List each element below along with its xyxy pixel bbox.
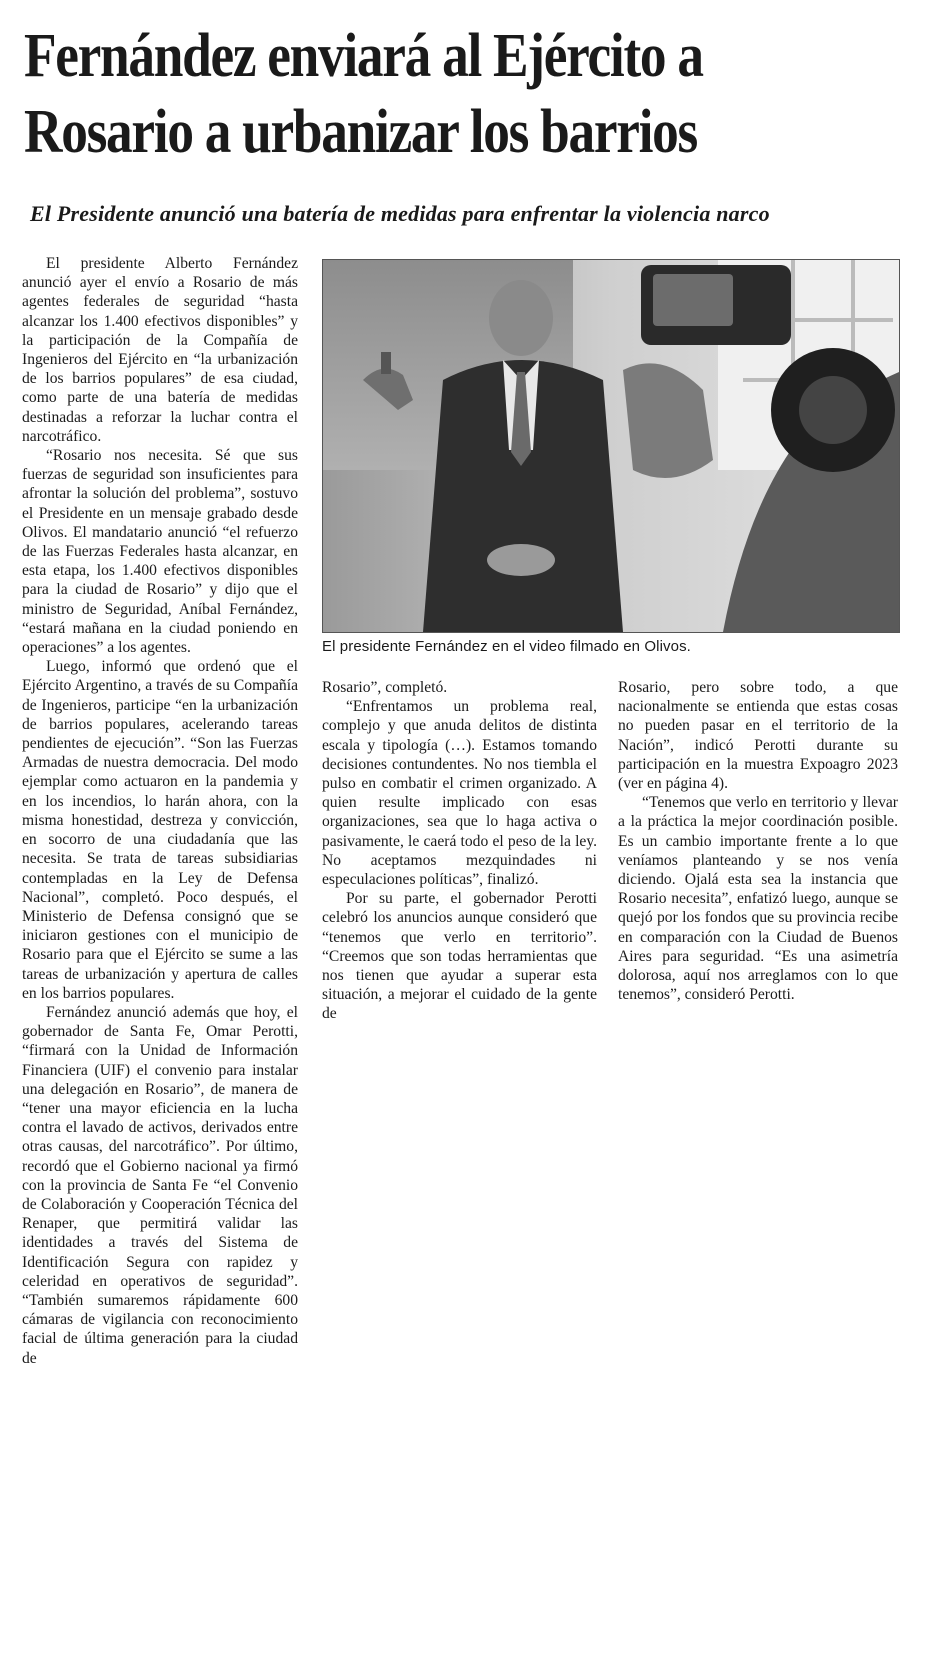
person-head bbox=[489, 280, 553, 356]
headline-line-2: Rosario a urbanizar los barrios bbox=[24, 98, 697, 166]
paragraph: Luego, informó que ordenó que el Ejército Argentino, a través de su Compañía de Ingenieros, participe “en la urbanización de barrios populares, acelerando tareas pendientes de ejecución”. “Son las Fuerzas Armadas de nuestra democracia. Del modo ejemplar como actuaron en la pandemia y en los incendios, lo harán ahora, con la misma honestidad, destreza y convicción, en socorro de una ciudadanía que las necesita. Se trata de tareas subsidiarias contempladas en la Ley de Defensa Nacional”, completó. Poco después, el Ministerio de Defensa consignó que se iniciaron gestiones con el municipio de Rosario para que el Ejército se sume a las tareas de urbanización y apertura de calles en los barrios populares. bbox=[22, 658, 298, 1002]
subheadline: El Presidente anunció una batería de medidas para enfrentar la violencia narco bbox=[30, 201, 770, 226]
article-column-1 bbox=[22, 254, 298, 1368]
paragraph: Fernández anunció además que hoy, el gobernador de Santa Fe, Omar Perotti, “firmará con la Unidad de Información Financiera (UIF) el convenio para instalar una delegación en Rosario”, de manera de “tener una mayor eficiencia en la lucha contra el lavado de activos, derivados entre otras causas, del narcotráfico”. Por último, recordó que el Gobierno nacional ya firmó con la provincia de Santa Fe “el Convenio de Colaboración y Cooperación Técnica del Renaper, que permitirá validar las identidades a través del Sistema de Identificación Segura con rapidez y celeridad en operativos de seguridad”. “También sumaremos rápidamente 600 cámaras de vigilancia con reconocimiento facial de última generación para la ciudad de bbox=[22, 1003, 298, 1367]
paragraph: Por su parte, el gobernador Perotti celebró los anuncios aunque consideró que “tenemos que verlo en territorio”. “Creemos que son todas herramientas que nos tienen que ayudar a superar esta situación, a mejorar el cuidado de la gente de bbox=[322, 890, 597, 1023]
article-column-2 bbox=[322, 678, 597, 1024]
paragraph: “Rosario nos necesita. Sé que sus fuerzas de seguridad son insuficientes para afrontar la solución del problema”, sostuvo el Presidente en un mensaje grabado desde Olivos. El mandatario anunció “el refuerzo de las Fuerzas Federales hasta alcanzar, en esta etapa, los 1.400 efectivos disponibles para la ciudad de Rosario” y dijo que el ministro de Seguridad, Aníbal Fernández, “estará mañana en la ciudad poniendo en operaciones” a los agentes. bbox=[22, 447, 298, 657]
paragraph: “Tenemos que verlo en territorio y llevar a la práctica la mejor coordinación posible. Es un cambio importante frente a lo que veníamos planteando y se nos venía diciendo. Ojalá esta sea la instancia que Rosario necesita”, enfatizó luego, aunque se quejó por los fondos que su provincia recibe en comparación con la Ciudad de Buenos Aires para seguridad. “Es una asimetría dolorosa, aquí nos arreglamos con lo que tenemos”, consideró Perotti. bbox=[618, 794, 898, 1004]
paragraph: “Enfrentamos un problema real, complejo y que anuda delitos de distinta escala y tipología (…). Estamos tomando decisiones contundentes. No nos tiembla el pulso en combatir el crimen organizado. A quien resulte implicado con esas organizaciones, sea que lo haga activa o pasivamente, le caerá todo el peso de la ley. No aceptamos mezquindades ni especulaciones políticas”, finalizó. bbox=[322, 698, 597, 889]
news-photo bbox=[322, 259, 900, 633]
photo-illustration bbox=[323, 260, 899, 632]
paragraph: Rosario, pero sobre todo, a que nacionalmente se entienda que estas cosas no pueden pasar en el territorio de la Nación”, indicó Perotti durante su participación en la muestra Expoagro 2023 (ver en página 4). bbox=[618, 679, 898, 793]
paragraph: Rosario”, completó. bbox=[322, 679, 448, 696]
headline bbox=[24, 18, 781, 170]
paragraph: El presidente Alberto Fernández anunció ayer el envío a Rosario de más agentes federales de seguridad “hasta alcanzar los 1.400 efectivos disponibles” y la participación de la Compañía de Ingenieros del Ejército en “la urbanización de los barrios populares” de esa ciudad, como parte de una batería de medidas destinadas a reforzar la luchar contra el narcotráfico. bbox=[22, 255, 298, 445]
article-column-3 bbox=[618, 678, 898, 1004]
headline-line-1: Fernández enviará al Ejército a bbox=[24, 22, 703, 90]
photo-caption: El presidente Fernández en el video filmado en Olivos. bbox=[322, 638, 691, 655]
